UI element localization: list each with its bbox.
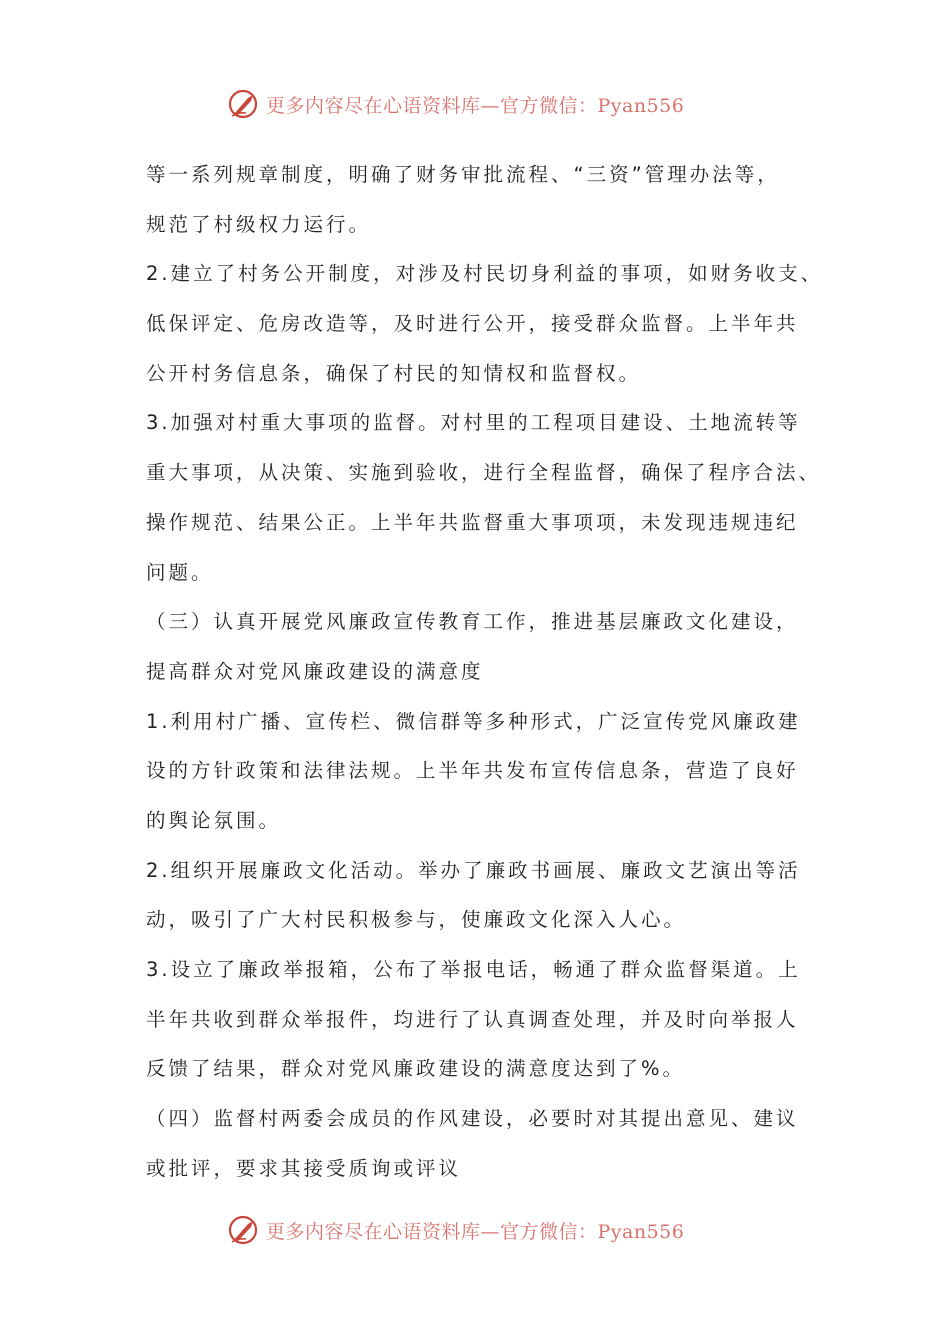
watermark-text: 更多内容尽在心语资料库—官方微信：Pyan556 (266, 94, 685, 117)
header-watermark (226, 84, 684, 124)
text-line: 3.加强对村重大事项的监督。对村里的工程项目建设、土地流转等 (146, 411, 801, 435)
text-line: 半年共收到群众举报件，均进行了认真调查处理，并及时向举报人 (146, 1007, 799, 1031)
watermark-text: 更多内容尽在心语资料库—官方微信：Pyan556 (266, 1220, 685, 1243)
section-heading-line: （三）认真开展党风廉政宣传教育工作，推进基层廉政文化建设， (146, 610, 799, 634)
text-line: 反馈了结果，群众对党风廉政建设的满意度达到了%。 (146, 1057, 686, 1081)
section-heading-line: 提高群众对党风廉政建设的满意度 (146, 659, 484, 683)
pen-nib-logo-icon (226, 1212, 262, 1248)
section-heading-line: 或批评，要求其接受质询或评议 (146, 1156, 462, 1180)
text-line: 重大事项，从决策、实施到验收，进行全程监督，确保了程序合法、 (146, 461, 822, 485)
pen-nib-logo-icon (226, 86, 262, 122)
text-line: 规范了村级权力运行。 (146, 212, 372, 236)
text-line: 2.建立了村务公开制度，对涉及村民切身利益的事项，如财务收支、 (146, 262, 824, 286)
text-line: 等一系列规章制度，明确了财务审批流程、“三资”管理办法等， (146, 163, 780, 186)
text-line: 问题。 (146, 560, 214, 584)
section-heading-line: （四）监督村两委会成员的作风建设，必要时对其提出意见、建议 (146, 1107, 799, 1131)
document-body (146, 150, 836, 1193)
text-line: 操作规范、结果公正。上半年共监督重大事项项，未发现违规违纪 (146, 510, 799, 534)
footer-watermark (226, 1210, 684, 1250)
text-line: 1.利用村广播、宣传栏、微信群等多种形式，广泛宣传党风廉政建 (146, 709, 801, 733)
text-line: 公开村务信息条，确保了村民的知情权和监督权。 (146, 361, 642, 385)
text-line: 3.设立了廉政举报箱，公布了举报电话，畅通了群众监督渠道。上 (146, 958, 801, 981)
text-line: 2.组织开展廉政文化活动。举办了廉政书画展、廉政文艺演出等活 (146, 858, 801, 882)
text-line: 设的方针政策和法律法规。上半年共发布宣传信息条，营造了良好 (146, 759, 799, 783)
text-line: 的舆论氛围。 (146, 808, 282, 832)
text-line: 动，吸引了广大村民积极参与，使廉政文化深入人心。 (146, 908, 687, 932)
text-line: 低保评定、危房改造等，及时进行公开，接受群众监督。上半年共 (146, 312, 799, 336)
